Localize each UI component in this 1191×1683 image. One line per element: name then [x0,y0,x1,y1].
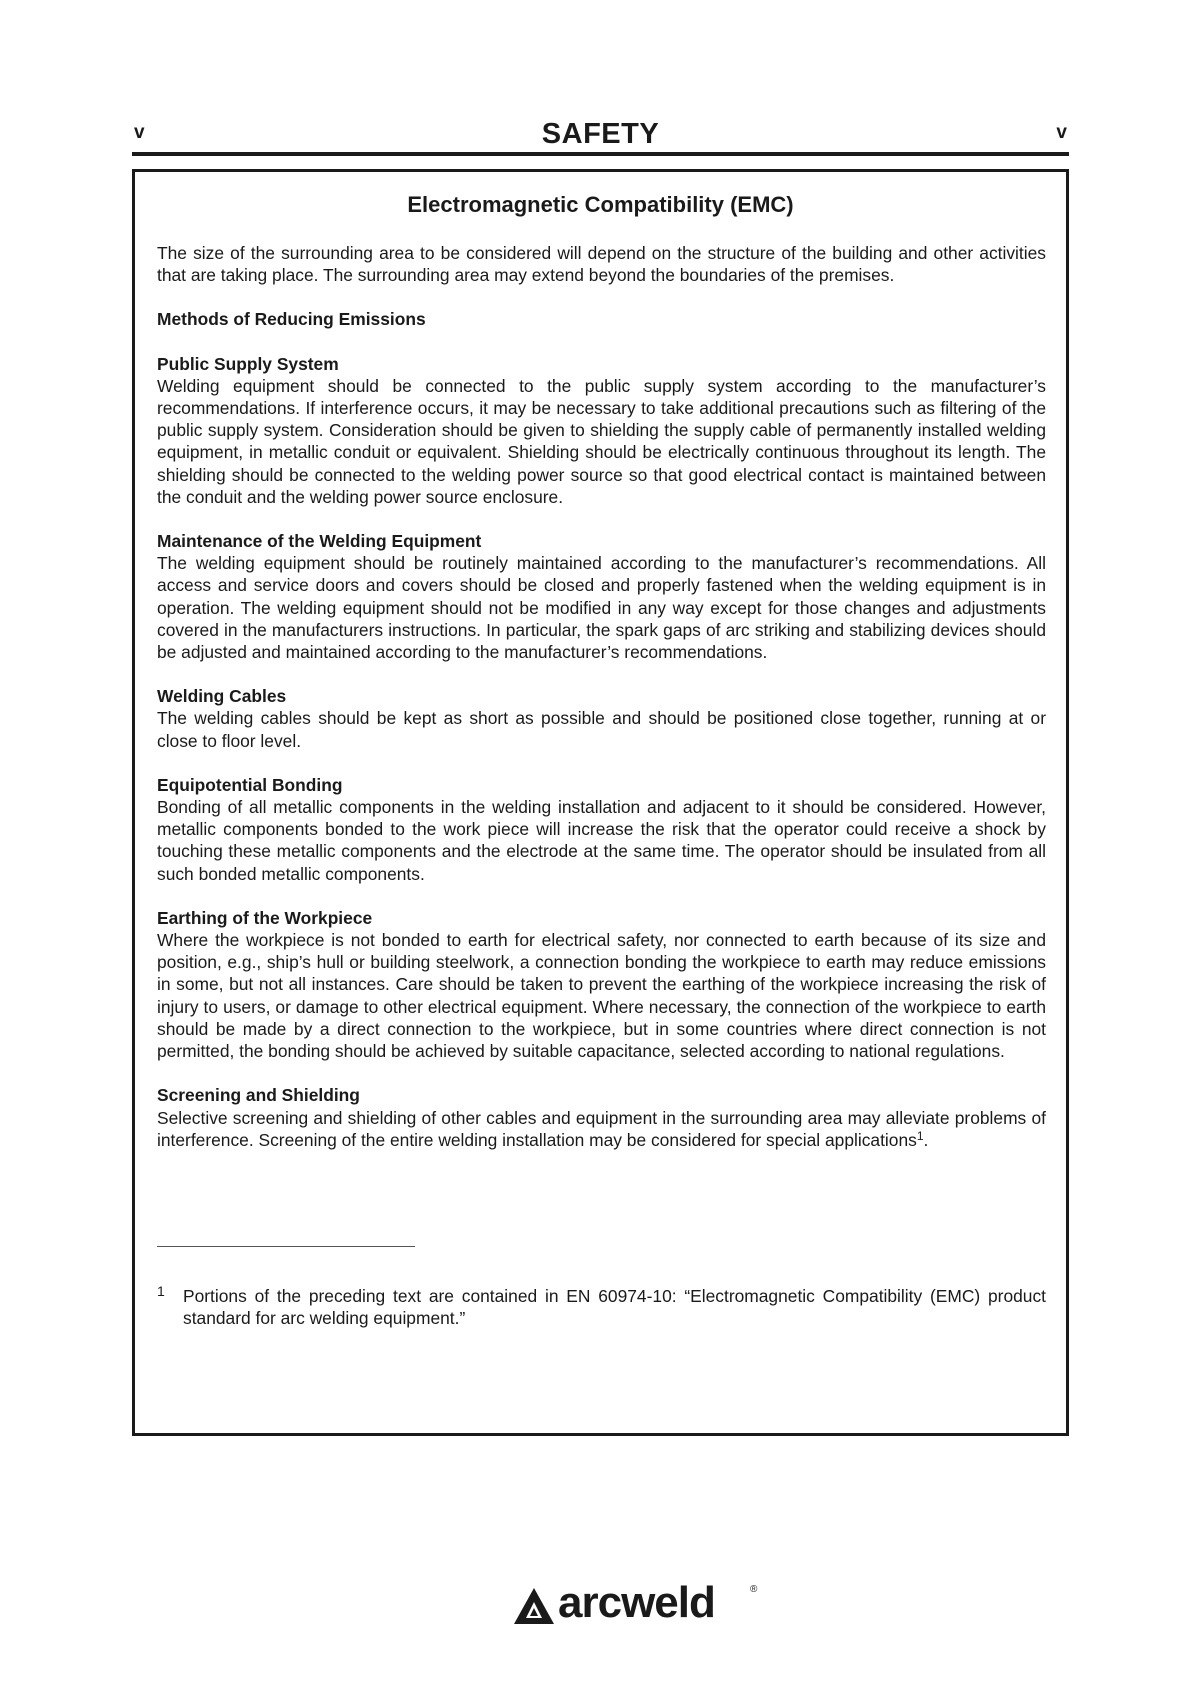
subsection-body: Welding equipment should be connected to the public supply system according to the manufacturer’s recommendations. If interference occurs, it may be necessary to take additional precautions such as filtering of the public supply system. Consideration should be given to shielding the supply cable of permanently installed welding equipment, in metallic conduit or equivalent. Shielding should be electrically continuous throughout its length. The shielding should be connected to the welding power source so that good electrical contact is maintained between the conduit and the welding power source enclosure. [157,375,1046,507]
subsection-public-supply [157,353,1046,508]
section-content [157,242,1046,1173]
subsection-heading: Equipotential Bonding [157,774,343,795]
subsection-heading: Earthing of the Workpiece [157,907,373,928]
subsection-heading: Welding Cables [157,686,287,707]
subsection-body: The welding equipment should be routinely maintained according to the manufacturer’s recommendations. All access and service doors and covers should be closed and properly fastened when the welding equipment is in operation. The welding equipment should not be modified in any way except for those changes and adjustments covered in the manufacturers instructions. In particular, the spark gaps of arc striking and stabilizing devices should be adjusted and maintained according to the manufacturer’s recommendations. [157,553,1046,663]
section-title: Electromagnetic Compatibility (EMC) [407,192,794,217]
subsection-body: Selective screening and shielding of other cables and equipment in the surrounding area may alleviate problems of interference. Screening of the entire welding installation may be considered for special applications [157,1107,1046,1150]
header-left-mark: v [134,122,145,143]
footnote-divider [157,1246,415,1247]
footnote-number: 1 [157,1283,165,1299]
subsection-heading: Public Supply System [157,353,339,374]
footnote-text: Portions of the preceding text are contained in EN 60974-10: “Electromagnetic Compatibility (EMC) product standard for arc welding equipment.” [183,1286,1046,1329]
footnote-reference: 1 [916,1128,924,1143]
header-rule [132,152,1069,156]
subsection-body: The welding cables should be kept as short as possible and should be positioned close together, running at or close to floor level. [157,708,1046,751]
subsection-heading: Screening and Shielding [157,1085,360,1106]
arcweld-triangle-icon [514,1588,558,1626]
page-header [132,118,1069,154]
subsection-equipotential-bonding [157,774,1046,885]
header-right-mark: v [1056,122,1067,143]
intro-paragraph: The size of the surrounding area to be considered will depend on the structure of the building and other activities that are taking place. The surrounding area may extend beyond the boundaries of the premises. [157,243,1046,286]
subsection-welding-cables [157,685,1046,752]
arcweld-logo [514,1578,764,1634]
sentence-end: . [923,1129,929,1150]
methods-heading: Methods of Reducing Emissions [157,309,426,330]
footnote [157,1285,1046,1329]
page-title: SAFETY [541,118,660,150]
logo-wordmark: arcweld [558,1578,715,1627]
subsection-body: Where the workpiece is not bonded to earth for electrical safety, nor connected to earth because of its size and position, e.g., ship’s hull or building steelwork, a connection bonding the workpiece to earth may reduce emissions in some, but not all instances. Care should be taken to prevent the earthing of the workpiece increasing the risk of injury to users, or damage to other electrical equipment. Where necessary, the connection of the workpiece to earth should be made by a direct connection to the workpiece, but in some countries where direct connection is not permitted, the bonding should be achieved by suitable capacitance, selected according to national regulations. [157,930,1046,1062]
subsection-screening [157,1084,1046,1151]
subsection-maintenance [157,530,1046,663]
emc-section-box [132,169,1069,1436]
subsection-body: Bonding of all metallic components in the welding installation and adjacent to it should be considered. However, metallic components bonded to the work piece will increase the risk that the operator could receive a shock by touching these metallic components and the electrode at the same time. The operator should be insulated from all such bonded metallic components. [157,797,1046,884]
subsection-heading: Maintenance of the Welding Equipment [157,531,482,552]
registered-mark: ® [750,1584,758,1595]
subsection-earthing [157,907,1046,1062]
